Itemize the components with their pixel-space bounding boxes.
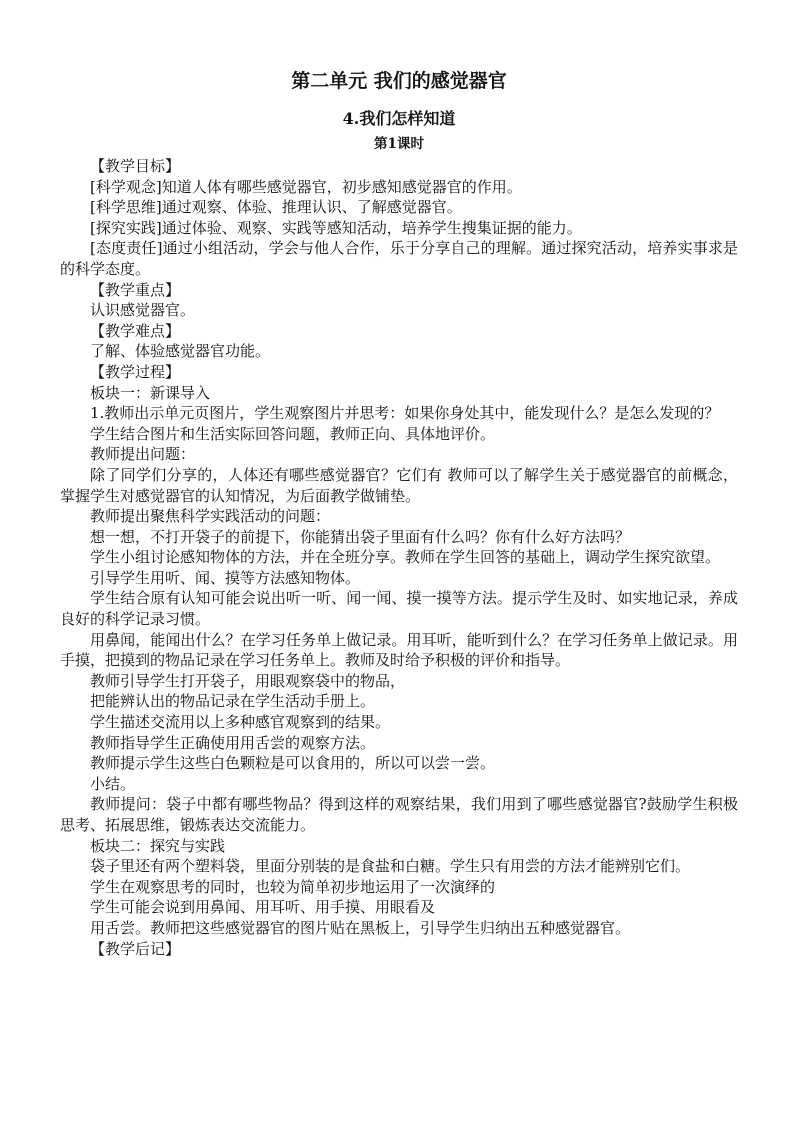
paragraph: 教师引导学生打开袋子，用眼观察袋中的物品， — [90, 671, 406, 690]
paragraph: 学生结合原有认知可能会说出听一听、闻一闻、摸一摸等方法。提示学生及时、如实地记录，养成良好的科学记录习惯。 — [60, 589, 738, 629]
paragraph: 板块一：新课导入 — [90, 383, 211, 402]
period-label: 第1课时 — [374, 136, 424, 152]
paragraph: 学生小组讨论感知物体的方法，并在全班分享。教师在学生回答的基础上，调动学生探究欲望。 — [90, 548, 721, 567]
paragraph: 了解、体验感觉器官功能。 — [90, 342, 271, 361]
paragraph: 学生结合图片和生活实际回答问题，教师正向、具体地评价。 — [90, 424, 496, 443]
paragraph: [科学观念]知道人体有哪些感觉器官，初步感知感觉器官的作用。 — [90, 177, 522, 196]
paragraph: 小结。 — [90, 774, 136, 793]
paragraph: 教师提示学生这些白色颗粒是可以食用的，所以可以尝一尝。 — [90, 754, 496, 773]
document-body — [60, 156, 738, 959]
paragraph: 【教学难点】 — [90, 321, 181, 340]
paragraph: 【教学后记】 — [90, 939, 181, 958]
paragraph: 学生可能会说到用鼻闻、用耳听、用手摸、用眼看及 — [90, 898, 436, 917]
paragraph: 【教学重点】 — [90, 280, 181, 299]
paragraph: 认识感觉器官。 — [90, 301, 196, 320]
paragraph: 板块二：探究与实践 — [90, 836, 226, 855]
document-page — [60, 62, 738, 959]
paragraph: 【教学过程】 — [90, 362, 181, 381]
paragraph: [态度责任]通过小组活动，学会与他人合作，乐于分享自己的理解。通过探究活动，培养实事求是的科学态度。 — [60, 239, 738, 278]
lesson-title: 4.我们怎样知道 — [342, 109, 456, 128]
paragraph: 学生在观察思考的同时，也较为简单初步地运用了一次演绎的 — [90, 877, 496, 896]
paragraph: 教师提出聚焦科学实践活动的问题： — [90, 507, 331, 526]
paragraph: 教师提出问题： — [90, 445, 196, 464]
paragraph: 【教学目标】 — [90, 157, 181, 175]
paragraph: 把能辨认出的物品记录在学生活动手册上。 — [90, 692, 376, 711]
paragraph: 1.教师出示单元页图片，学生观察图片并思考：如果你身处其中，能发现什么？是怎么发现的？ — [90, 404, 720, 423]
paragraph: 教师提问：袋子中都有哪些物品？得到这样的观察结果，我们用到了哪些感觉器官?鼓励学生积极思考、拓展思维，锻炼表达交流能力。 — [60, 795, 738, 834]
paragraph: 教师指导学生正确使用用舌尝的观察方法。 — [90, 733, 376, 752]
paragraph: [科学思维]通过观察、体验、推理认识、了解感觉器官。 — [90, 198, 462, 217]
paragraph: 用舌尝。教师把这些感觉器官的图片贴在黑板上，引导学生归纳出五种感觉器官。 — [90, 918, 631, 937]
paragraph: 用鼻闻，能闻出什么？在学习任务单上做记录。用耳听，能听到什么？在学习任务单上做记录。用手摸，把摸到的物品记录在学习任务单上。教师及时给予积极的评价和指导。 — [60, 630, 738, 670]
paragraph: 学生描述交流用以上多种感官观察到的结果。 — [90, 713, 391, 732]
unit-title: 第二单元 我们的感觉器官 — [291, 70, 507, 92]
paragraph: 袋子里还有两个塑料袋，里面分别装的是食盐和白糖。学生只有用尝的方法才能辨别它们。 — [90, 857, 691, 876]
paragraph: 想一想，不打开袋子的前提下，你能猜出袋子里面有什么吗？你有什么好方法吗？ — [90, 527, 631, 546]
paragraph: 除了同学们分享的，人体还有哪些感觉器官？它们有 教师可以了解学生关于感觉器官的前概念，掌握学生对感觉器官的认知情况，为后面教学做铺垫。 — [60, 465, 738, 505]
paragraph: 引导学生用听、闻、摸等方法感知物体。 — [90, 568, 361, 587]
paragraph: [探究实践]通过体验、观察、实践等感知活动，培养学生搜集证据的能力。 — [90, 218, 582, 237]
